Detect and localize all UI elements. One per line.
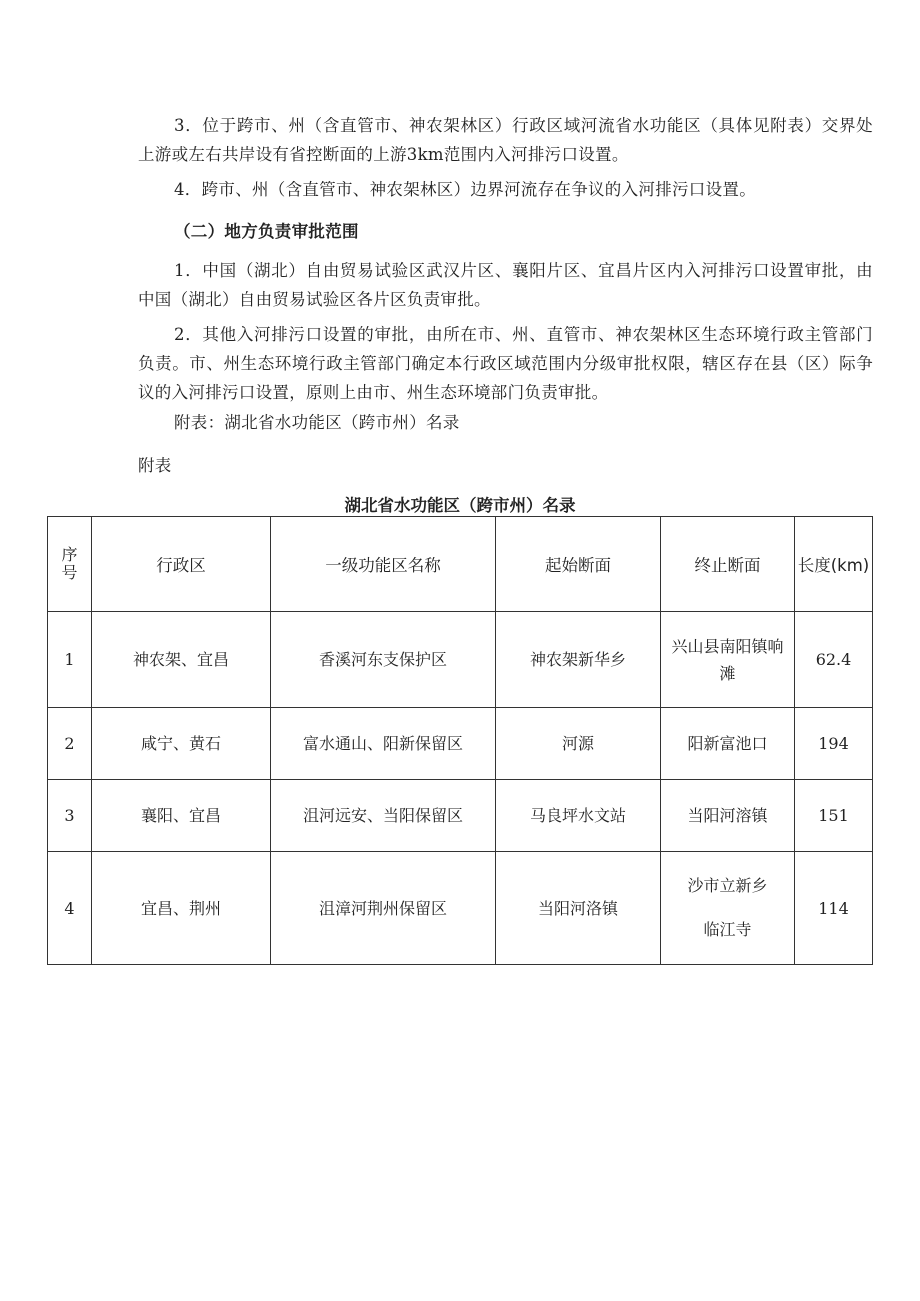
- paragraph-local-1: 1．中国（湖北）自由贸易试验区武汉片区、襄阳片区、宜昌片区内入河排污口设置审批，由中国（湖北）自由贸易试验区各片区负责审批。: [138, 261, 873, 309]
- paragraph-local-2: 2．其他入河排污口设置的审批，由所在市、州、直管市、神农架林区生态环境行政主管部门负责。市、州生态环境行政主管部门确定本行政区域范围内分级审批权限，辖区存在县（区）际争议的入河排污口设置，原则上由市、州生态环境部门负责审批。: [138, 325, 873, 402]
- cell-seq: 4: [48, 852, 92, 965]
- cell-zone: 沮漳河荆州保留区: [271, 852, 496, 965]
- paragraph-item-4: 4．跨市、州（含直管市、神农架林区）边界河流存在争议的入河排污口设置。: [174, 180, 756, 199]
- water-function-zone-table: [47, 516, 873, 965]
- cell-admin: 襄阳、宜昌: [92, 780, 271, 852]
- cell-length: 194: [795, 708, 873, 780]
- cell-admin: 咸宁、黄石: [92, 708, 271, 780]
- header-admin: 行政区: [92, 517, 271, 612]
- cell-seq: 1: [48, 612, 92, 708]
- cell-end-line1: 兴山县南阳镇响: [671, 636, 784, 656]
- cell-end-line1: 沙市立新乡: [687, 876, 768, 895]
- cell-seq: 3: [48, 780, 92, 852]
- header-length: 长度(km): [795, 517, 873, 612]
- cell-end: [661, 852, 795, 965]
- table-header-row: [48, 517, 873, 612]
- header-start: 起始断面: [496, 517, 661, 612]
- cell-start: 神农架新华乡: [496, 612, 661, 708]
- attachment-note: 附表：湖北省水功能区（跨市州）名录: [174, 413, 460, 432]
- header-zone: 一级功能区名称: [271, 517, 496, 612]
- cell-length: 114: [795, 852, 873, 965]
- table-row: [48, 708, 873, 780]
- cell-admin: 神农架、宜昌: [92, 612, 271, 708]
- cell-end: 当阳河溶镇: [661, 780, 795, 852]
- cell-start: 河源: [496, 708, 661, 780]
- header-seq-line2: 号: [61, 563, 78, 582]
- cell-start: 当阳河洛镇: [496, 852, 661, 965]
- header-end: 终止断面: [661, 517, 795, 612]
- attachment-label: 附表: [138, 456, 172, 475]
- cell-end-line2: 滩: [719, 663, 736, 683]
- header-seq: [48, 517, 92, 612]
- cell-length: 62.4: [795, 612, 873, 708]
- table-title: 湖北省水功能区（跨市州）名录: [344, 496, 576, 515]
- cell-zone: 沮河远安、当阳保留区: [271, 780, 496, 852]
- cell-seq: 2: [48, 708, 92, 780]
- table-row: [48, 780, 873, 852]
- section-heading: （二）地方负责审批范围: [174, 222, 359, 241]
- paragraph-item-3: 3．位于跨市、州（含直管市、神农架林区）行政区域河流省水功能区（具体见附表）交界处上游或左右共岸设有省控断面的上游3km范围内入河排污口设置。: [138, 116, 873, 164]
- cell-length: 151: [795, 780, 873, 852]
- cell-zone: 香溪河东支保护区: [271, 612, 496, 708]
- cell-end: [661, 612, 795, 708]
- cell-admin: 宜昌、荆州: [92, 852, 271, 965]
- cell-end-line2: 临江寺: [703, 920, 752, 939]
- cell-end: 阳新富池口: [661, 708, 795, 780]
- cell-start: 马良坪水文站: [496, 780, 661, 852]
- table-row: [48, 612, 873, 708]
- table-row: [48, 852, 873, 965]
- cell-zone: 富水通山、阳新保留区: [271, 708, 496, 780]
- header-seq-line1: 序: [61, 545, 78, 564]
